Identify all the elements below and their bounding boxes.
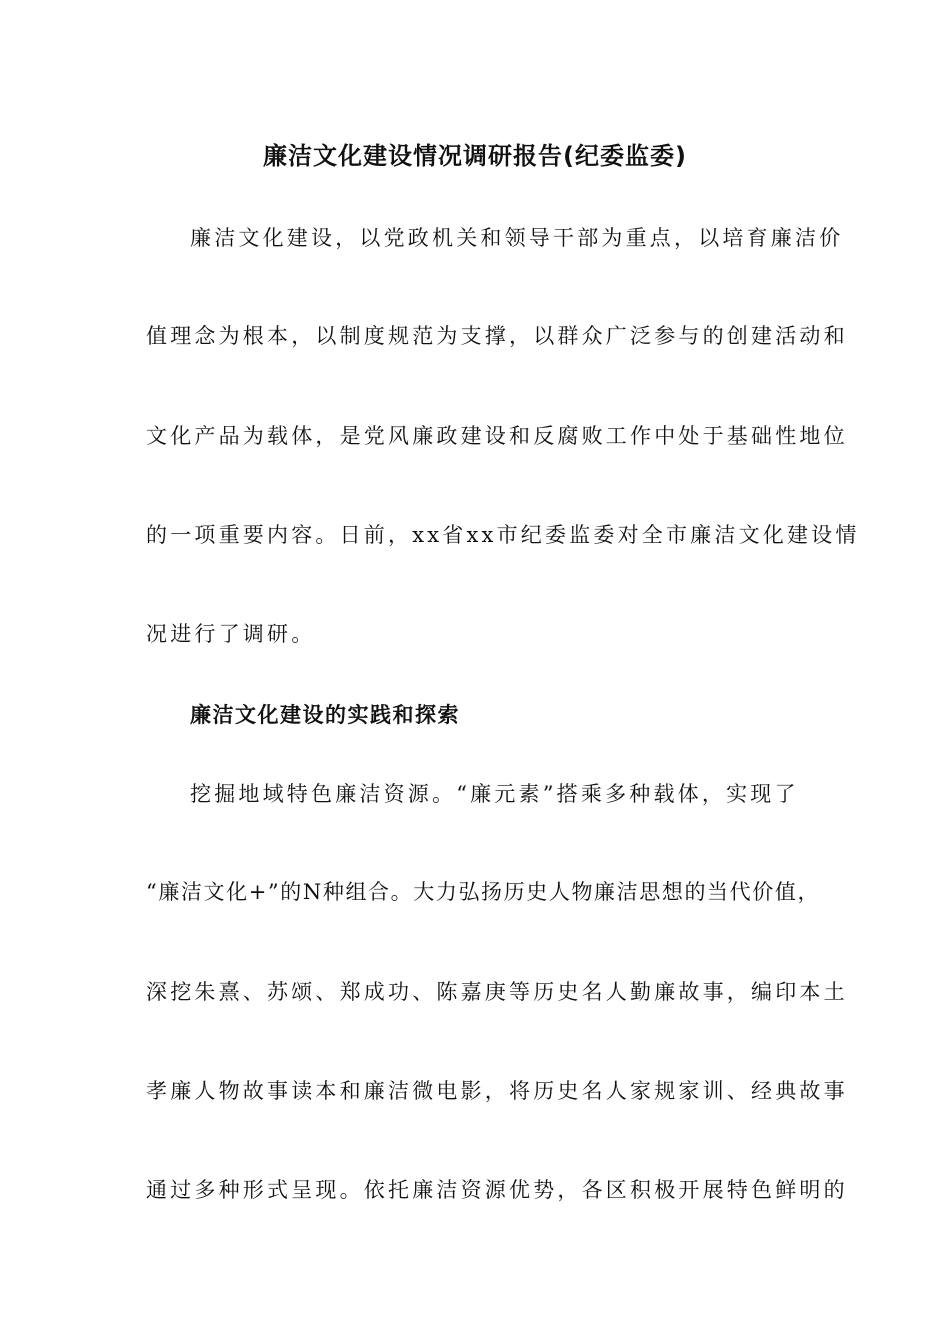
- paragraph-line: 深挖朱熹、苏颂、郑成功、陈嘉庚等历史名人勤廉故事，编印本土: [146, 980, 848, 1004]
- document-title: 廉洁文化建设情况调研报告(纪委监委): [263, 142, 687, 170]
- paragraph-line: 廉洁文化建设，以党政机关和领导干部为重点，以培育廉洁价: [190, 226, 844, 250]
- paragraph-line: 文化产品为载体，是党风廉政建设和反腐败工作中处于基础性地位: [146, 424, 848, 448]
- paragraph-line: 挖掘地域特色廉洁资源。“廉元素”搭乘多种载体，实现了: [190, 782, 799, 806]
- paragraph-line: “廉洁文化+”的N种组合。大力弘扬历史人物廉洁思想的当代价值，: [146, 880, 821, 904]
- paragraph-line: 孝廉人物故事读本和廉洁微电影，将历史名人家规家训、经典故事: [146, 1079, 848, 1103]
- paragraph-line: 通过多种形式呈现。依托廉洁资源优势，各区积极开展特色鲜明的: [146, 1178, 848, 1202]
- paragraph-line: 况进行了调研。: [146, 622, 316, 646]
- paragraph-line: 的一项重要内容。日前，xx省xx市纪委监委对全市廉洁文化建设情: [146, 523, 860, 547]
- section-heading: 廉洁文化建设的实践和探索: [190, 703, 460, 727]
- paragraph-line: 值理念为根本，以制度规范为支撑，以群众广泛参与的创建活动和: [146, 324, 848, 348]
